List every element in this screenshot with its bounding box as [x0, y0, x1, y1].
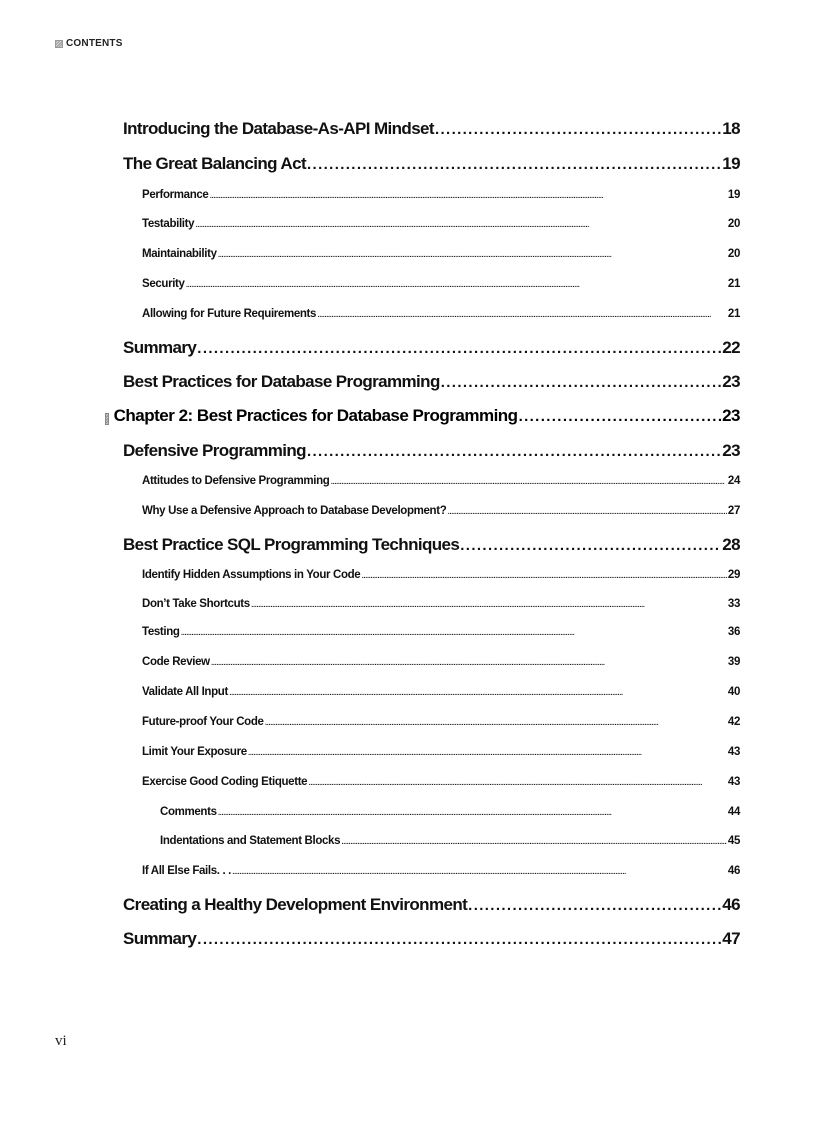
dot-leader	[209, 189, 726, 201]
toc-entry[interactable]	[123, 929, 740, 955]
toc-entry-title: Why Use a Defensive Approach to Database Development?	[142, 505, 447, 517]
toc-entry[interactable]	[142, 776, 740, 796]
dot-leader	[181, 626, 727, 638]
toc-entry-page: 46	[722, 895, 740, 914]
toc-entry-page: 27	[727, 505, 740, 517]
toc-entry-title: Chapter 2: Best Practices for Database Programming	[113, 406, 518, 425]
dot-leader	[519, 406, 722, 426]
toc-entry-title: Comments	[160, 806, 217, 818]
toc-entry-title: Identify Hidden Assumptions in Your Code	[142, 569, 361, 581]
toc-entry-page: 43	[727, 776, 740, 788]
toc-entry[interactable]	[142, 505, 740, 525]
toc-entry-page: 40	[727, 686, 740, 698]
toc-entry[interactable]	[142, 746, 740, 766]
dot-leader	[307, 154, 721, 174]
toc-entry-page: 23	[722, 406, 740, 425]
toc-entry-title: Code Review	[142, 656, 210, 668]
toc-entry-page: 21	[727, 278, 740, 290]
toc-entry[interactable]	[123, 441, 740, 467]
header-section-label: CONTENTS	[66, 38, 123, 49]
toc-entry[interactable]	[123, 895, 740, 921]
dot-leader	[330, 475, 726, 487]
toc-entry[interactable]	[123, 535, 740, 561]
toc-entry-page: 44	[727, 806, 740, 818]
dot-leader	[195, 218, 727, 230]
dot-leader	[447, 505, 727, 517]
toc-entry-page: 23	[722, 441, 740, 460]
toc-entry-title: Summary	[123, 338, 197, 357]
toc-entry-page: 45	[727, 835, 740, 847]
toc-entry[interactable]	[142, 569, 740, 589]
dot-leader	[308, 776, 727, 788]
toc-entry-page: 47	[722, 929, 740, 948]
toc-entry-page: 19	[727, 189, 740, 201]
dot-leader	[232, 865, 727, 877]
toc-entry-page: 43	[727, 746, 740, 758]
dot-leader	[317, 308, 727, 320]
toc-entry-title: Testability	[142, 218, 195, 230]
toc-entry[interactable]	[142, 248, 740, 268]
dot-leader	[218, 806, 727, 818]
toc-entry-page: 39	[727, 656, 740, 668]
toc-entry-title: If All Else Fails. . .	[142, 865, 232, 877]
toc-entry-page: 20	[727, 218, 740, 230]
toc-entry-page: 23	[722, 372, 740, 391]
dot-leader	[460, 535, 721, 555]
toc-entry-page: 19	[722, 154, 740, 173]
toc-entry[interactable]	[123, 338, 740, 364]
toc-entry-title: Allowing for Future Requirements	[142, 308, 317, 320]
toc-entry-title: Defensive Programming	[123, 441, 306, 460]
toc-entry[interactable]	[142, 475, 740, 495]
toc-entry[interactable]	[160, 835, 740, 855]
toc-entry-title: Testing	[142, 626, 180, 638]
toc-chapter-entry[interactable]	[105, 406, 740, 432]
toc-entry-page: 20	[727, 248, 740, 260]
toc-entry[interactable]	[123, 372, 740, 398]
dot-leader	[307, 441, 721, 461]
dot-leader	[265, 716, 727, 728]
toc-entry[interactable]	[160, 806, 740, 826]
toc-entry[interactable]	[142, 656, 740, 676]
toc-entry-page: 33	[727, 598, 740, 610]
toc-entry[interactable]	[142, 189, 740, 209]
toc-entry[interactable]	[142, 308, 740, 328]
dot-leader	[197, 338, 721, 358]
toc-entry-page: 28	[722, 535, 740, 554]
toc-entry-page: 21	[727, 308, 740, 320]
toc-entry-title: The Great Balancing Act	[123, 154, 307, 173]
toc-entry-title: Summary	[123, 929, 197, 948]
toc-entry-title: Best Practices for Database Programming	[123, 372, 440, 391]
toc-entry-title: Indentations and Statement Blocks	[160, 835, 341, 847]
dot-leader	[435, 119, 721, 139]
toc-entry-page: 36	[727, 626, 740, 638]
toc-entry-title: Creating a Healthy Development Environment	[123, 895, 468, 914]
toc-entry-title: Performance	[142, 189, 209, 201]
page-number: vi	[55, 1033, 67, 1049]
dot-leader	[468, 895, 721, 915]
gray-square-icon	[55, 40, 63, 48]
gray-square-icon	[105, 413, 109, 425]
dot-leader	[229, 686, 727, 698]
toc-entry-page: 18	[722, 119, 740, 138]
toc-entry-title: Exercise Good Coding Etiquette	[142, 776, 308, 788]
toc-entry[interactable]	[142, 626, 740, 646]
toc-entry[interactable]	[123, 154, 740, 180]
dot-leader	[218, 248, 727, 260]
dot-leader	[186, 278, 727, 290]
toc-entry-title: Limit Your Exposure	[142, 746, 247, 758]
toc-entry[interactable]	[142, 686, 740, 706]
toc-entry[interactable]	[142, 278, 740, 298]
toc-entry[interactable]	[142, 716, 740, 736]
toc-entry-title: Introducing the Database-As-API Mindset	[123, 119, 434, 138]
toc-entry-title: Attitudes to Defensive Programming	[142, 475, 330, 487]
toc-entry-title: Security	[142, 278, 185, 290]
toc-entry-title: Validate All Input	[142, 686, 228, 698]
dot-leader	[248, 746, 727, 758]
dot-leader	[211, 656, 727, 668]
toc-entry-page: 24	[727, 475, 740, 487]
dot-leader	[341, 835, 727, 847]
toc-entry-page: 46	[727, 865, 740, 877]
toc-entry-title: Don’t Take Shortcuts	[142, 598, 250, 610]
dot-leader	[361, 569, 727, 581]
toc-entry-title: Maintainability	[142, 248, 217, 260]
toc-entry[interactable]	[142, 598, 740, 618]
running-header	[55, 38, 123, 49]
toc-entry-title: Best Practice SQL Programming Techniques	[123, 535, 460, 554]
dot-leader	[251, 598, 727, 610]
toc-entry[interactable]	[142, 218, 740, 238]
toc-entry[interactable]	[123, 119, 740, 145]
toc-entry-page: 22	[722, 338, 740, 357]
toc-entry[interactable]	[142, 865, 740, 885]
dot-leader	[197, 929, 721, 949]
toc-entry-title: Future-proof Your Code	[142, 716, 264, 728]
toc-entry-page: 29	[727, 569, 740, 581]
dot-leader	[441, 372, 722, 392]
toc-entry-page: 42	[727, 716, 740, 728]
